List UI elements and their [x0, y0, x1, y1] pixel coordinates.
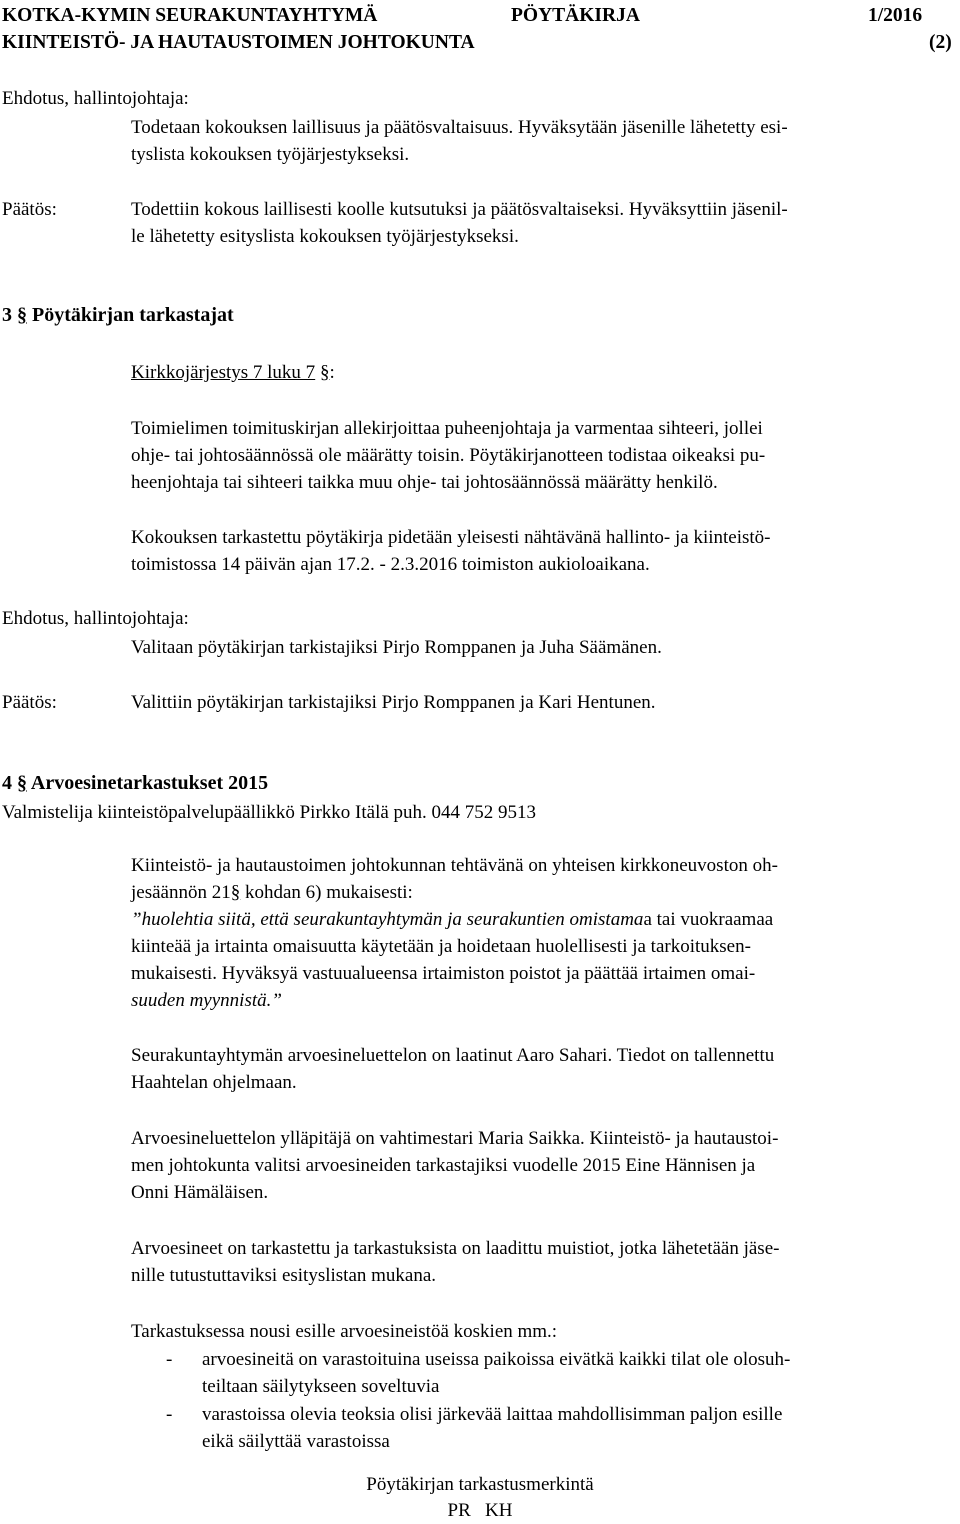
text-line: Arvoesineet on tarkastettu ja tarkastuksista on laadittu muistiot, jotka lähetetään jäse-: [131, 1238, 780, 1259]
text-span: kohdan 6) mukaisesti:: [240, 882, 413, 903]
item3-decision-text: [131, 689, 946, 716]
section-heading-4: [2, 770, 268, 797]
text-line: Valitaan pöytäkirjan tarkistajiksi Pirjo Romppanen ja Juha Säämänen.: [131, 637, 662, 658]
law-ref-text: Kirkkojärjestys 7 luku 7: [131, 362, 316, 383]
text-line: [131, 879, 946, 906]
text-span: jesäännön 21: [131, 882, 231, 903]
text-line: men johtokunta valitsi arvoesineiden tarkastajiksi vuodelle 2015 Eine Hännisen ja: [131, 1155, 756, 1176]
proposal-label: Ehdotus, hallintojohtaja:: [2, 88, 189, 109]
text-line: le lähetetty esityslista kokouksen työjärjestykseksi.: [131, 226, 519, 247]
text-line: tyslista kokouksen työjärjestykseksi.: [131, 144, 410, 165]
item3-paragraph-2: [131, 524, 946, 578]
bullet-dash: -: [166, 1404, 173, 1425]
item4-paragraph-3: [131, 1125, 946, 1206]
text-line: Kokouksen tarkastettu pöytäkirja pidetään yleisesti nähtävänä hallinto- ja kiinteistö-: [131, 527, 771, 548]
item3-proposal-text: [131, 634, 946, 661]
item3-paragraph-1: [131, 415, 946, 496]
text-line: toimistossa 14 päivän ajan 17.2. - 2.3.2016 toimiston aukioloaikana.: [131, 554, 650, 575]
section-number: 4: [2, 772, 12, 794]
text-line: Todettiin kokous laillisesti koolle kutsutuksi ja päätösvaltaiseksi. Hyväksyttiin jäsenil-: [131, 199, 788, 220]
decision-label: Päätös:: [2, 199, 57, 220]
text-line: ohje- tai johtosäännössä ole määrätty toisin. Pöytäkirjanotteen todistaa oikeaksi pu-: [131, 445, 766, 466]
item4-paragraph-4: [131, 1235, 946, 1289]
law-reference: [131, 359, 946, 386]
preparer-line: Valmistelija kiinteistöpalvelupäällikkö Pirkko Itälä puh. 044 752 9513: [2, 802, 537, 823]
section-title: Pöytäkirjan tarkastajat: [32, 304, 234, 326]
section-sign: §: [230, 882, 241, 903]
footer-initials: PR KH: [447, 1500, 513, 1521]
law-ref-colon: :: [329, 362, 335, 383]
quote-line: kiinteää ja irtainta omaisuutta käytetään ja hoidetaan huolellisesti ja tarkoituksen-: [131, 936, 751, 957]
text-line: heenjohtaja tai sihteeri taikka muu ohje- tai johtosäännössä määrätty henkilö.: [131, 472, 718, 493]
text-line: Tarkastuksessa nousi esille arvoesineistöä koskien mm.:: [131, 1321, 558, 1342]
section-sign: §: [17, 304, 27, 326]
footer-label: Pöytäkirjan tarkastusmerkintä: [366, 1474, 594, 1495]
doc-type: PÖYTÄKIRJA: [511, 5, 640, 26]
text-line: Toimielimen toimituskirjan allekirjoittaa puheenjohtaja ja varmentaa sihteeri, jollei: [131, 418, 763, 439]
item4-paragraph-2: [131, 1042, 946, 1096]
bullet-item: [202, 1346, 947, 1400]
quote-italic: ”huolehtia siitä, että seurakuntayhtymän ja seurakuntien omistama: [131, 909, 644, 930]
text-line: eikä säilyttää varastoissa: [202, 1431, 390, 1452]
section-title: Arvoesinetarkastukset 2015: [30, 772, 269, 794]
item2-decision-text: [131, 196, 946, 250]
quote-line: suuden myynnistä.”: [131, 990, 282, 1011]
section-number: 3: [2, 304, 12, 326]
doc-number: 1/2016: [868, 5, 923, 26]
text-line: Arvoesineluettelon ylläpitäjä on vahtimestari Maria Saikka. Kiinteistö- ja hautaustoi-: [131, 1128, 779, 1149]
bullet-dash: -: [166, 1349, 173, 1370]
section-sign: §: [319, 362, 330, 383]
text-line: Kiinteistö- ja hautaustoimen johtokunnan tehtävänä on yhteisen kirkkoneuvoston oh-: [131, 855, 778, 876]
text-line: nille tutustuttaviksi esityslistan mukana.: [131, 1265, 437, 1286]
text-line: Haahtelan ohjelmaan.: [131, 1072, 297, 1093]
text-line: Todetaan kokouksen laillisuus ja päätösvaltaisuus. Hyväksytään jäsenille lähetetty esi-: [131, 117, 788, 138]
decision-label: Päätös:: [2, 692, 57, 713]
page-number: (2): [929, 32, 952, 53]
proposal-label: Ehdotus, hallintojohtaja:: [2, 608, 189, 629]
bullet-item: [202, 1401, 947, 1455]
quote-line: mukaisesti. Hyväksyä vastuualueensa irtaimiston poistot ja päättää irtaimen omai-: [131, 963, 756, 984]
quote-line: [131, 906, 946, 933]
item2-proposal-text: [131, 114, 946, 168]
findings-intro: [131, 1318, 946, 1345]
item4-paragraph-1: [131, 852, 946, 1014]
text-line: teiltaan säilytykseen soveltuvia: [202, 1376, 440, 1397]
text-line: Seurakuntayhtymän arvoesineluettelon on laatinut Aaro Sahari. Tiedot on tallennettu: [131, 1045, 775, 1066]
text-line: varastoissa olevia teoksia olisi järkevää laittaa mahdollisimman paljon esille: [202, 1404, 783, 1425]
section-heading-3: [2, 302, 234, 329]
org-name: KOTKA-KYMIN SEURAKUNTAYHTYMÄ: [2, 5, 378, 26]
quote-plain: a tai vuokraamaa: [643, 909, 774, 930]
text-line: arvoesineitä on varastoituina useissa paikoissa eivätkä kaikki tilat ole olosuh-: [202, 1349, 791, 1370]
section-sign: §: [17, 772, 27, 794]
text-line: Valittiin pöytäkirjan tarkistajiksi Pirjo Romppanen ja Kari Hentunen.: [131, 692, 656, 713]
board-name: KIINTEISTÖ- JA HAUTAUSTOIMEN JOHTOKUNTA: [2, 32, 475, 53]
text-line: Onni Hämäläisen.: [131, 1182, 269, 1203]
